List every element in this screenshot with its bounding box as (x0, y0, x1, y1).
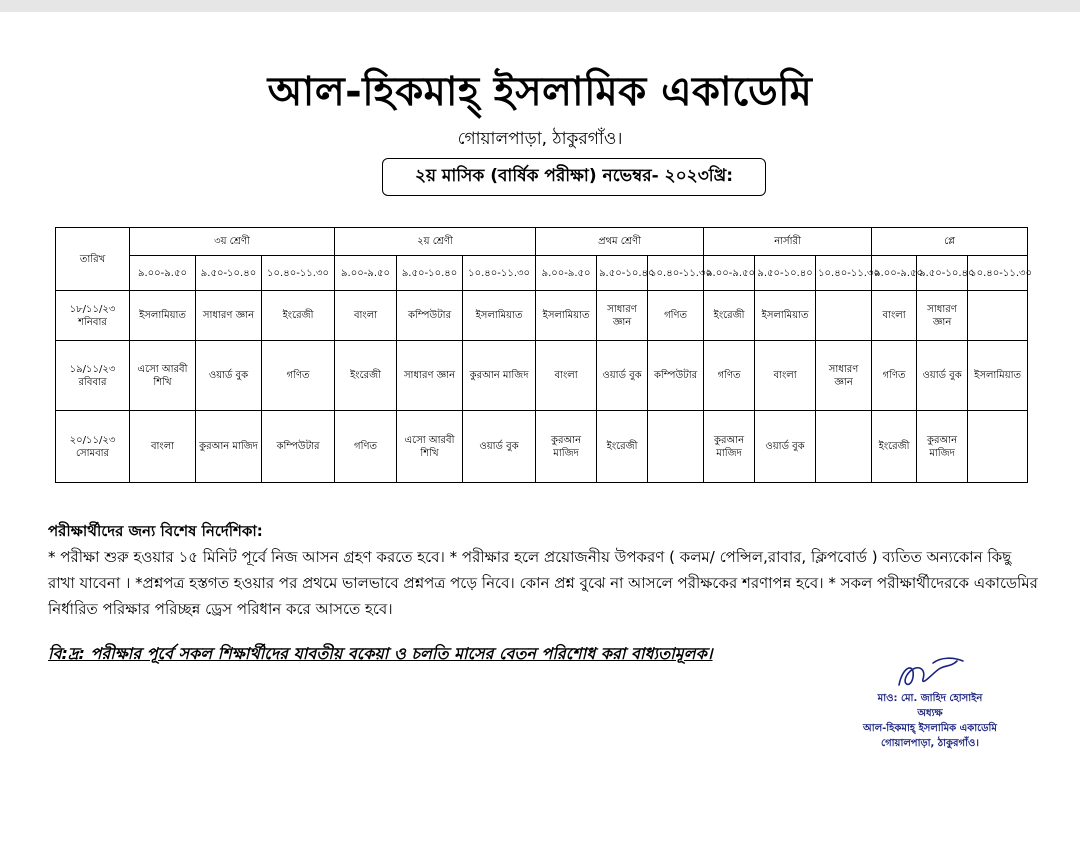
instructions-section (48, 518, 1038, 622)
subject-cell: সাধারণ জ্ঞান (196, 291, 262, 341)
time-slot-cell: ৯.০০-৯.৫০ (872, 256, 917, 291)
subject-cell: বাংলা (536, 341, 597, 411)
table-row (56, 291, 1028, 341)
subject-cell: বাংলা (335, 291, 397, 341)
payment-note: বি:দ্র: পরীক্ষার পূর্বে সকল শিক্ষার্থীদের যাবতীয় বকেয়া ও চলতি মাসের বেতন পরিশোধ করা বাধ্যতামূলক। (48, 644, 713, 663)
subject-cell: বাংলা (755, 341, 816, 411)
subject-cell: ইসলামিয়াত (968, 341, 1028, 411)
exam-day: শনিবার (78, 316, 107, 328)
subject-cell: ইংরেজী (872, 411, 917, 483)
table-row (56, 411, 1028, 483)
date-column-header: তারিখ (56, 228, 130, 291)
exam-day: সোমবার (75, 447, 110, 459)
class-header: ২য় শ্রেণী (335, 228, 536, 256)
institution-title: আল-হিকমাহ্ ইসলামিক একাডেমি (267, 69, 813, 115)
subject-cell: গণিত (704, 341, 755, 411)
subject-cell: ইসলামিয়াত (463, 291, 536, 341)
signatory-institution: আল-হিকমাহ্ ইসলামিক একাডেমি (863, 723, 997, 734)
time-slot-cell: ১০.৪০-১১.৩০ (816, 256, 872, 291)
browser-top-bar (0, 0, 1080, 12)
class-header: প্লে (872, 228, 1028, 256)
subject-cell: গণিত (648, 291, 704, 341)
time-slot-cell: ৯.৫০-১০.৪০ (397, 256, 463, 291)
subject-cell: গণিত (335, 411, 397, 483)
date-cell (56, 291, 130, 341)
date-cell (56, 341, 130, 411)
signature-block (845, 655, 1015, 751)
subject-cell: ইংরেজী (597, 411, 648, 483)
subject-cell: এসো আরবী শিখি (130, 341, 196, 411)
subject-cell: বাংলা (130, 411, 196, 483)
subject-cell: কম্পিউটার (648, 341, 704, 411)
subject-cell: ওয়ার্ড বুক (196, 341, 262, 411)
table-row (56, 341, 1028, 411)
subject-cell: সাধারণ জ্ঞান (816, 341, 872, 411)
subject-cell: এসো আরবী শিখি (397, 411, 463, 483)
time-slot-cell: ৯.৫০-১০.৪০ (755, 256, 816, 291)
institution-address: গোয়ালপাড়া, ঠাকুরগাঁও। (457, 129, 623, 149)
exam-date: ২০/১১/২৩ (69, 434, 116, 446)
subject-cell: কুরআন মাজিদ (704, 411, 755, 483)
subject-cell: সাধারণ জ্ঞান (917, 291, 968, 341)
subject-cell: ওয়ার্ড বুক (917, 341, 968, 411)
exam-date: ১৯/১১/২৩ (69, 363, 116, 375)
exam-date: ১৮/১১/২৩ (69, 303, 116, 315)
subject-cell: গণিত (872, 341, 917, 411)
subject-cell: ইংরেজী (704, 291, 755, 341)
date-cell (56, 411, 130, 483)
exam-routine-table (55, 227, 1033, 483)
subject-cell (968, 291, 1028, 341)
subject-cell: ইসলামিয়াত (130, 291, 196, 341)
exam-day: রবিবার (78, 376, 107, 388)
subject-cell: সাধারণ জ্ঞান (597, 291, 648, 341)
subject-cell (816, 291, 872, 341)
time-slot-cell: ১০.৪০-১১.৩০ (968, 256, 1028, 291)
time-slot-cell: ৯.৫০-১০.৪০ (597, 256, 648, 291)
subject-cell (816, 411, 872, 483)
time-slot-cell: ৯.০০-৯.৫০ (335, 256, 397, 291)
signature-scribble-icon (893, 655, 967, 691)
subject-cell: গণিত (262, 341, 335, 411)
subject-cell: কম্পিউটার (262, 411, 335, 483)
time-slot-cell: ৯.০০-৯.৫০ (130, 256, 196, 291)
signatory-address: গোয়ালপাড়া, ঠাকুরগাঁও। (881, 738, 979, 749)
subject-cell: সাধারণ জ্ঞান (397, 341, 463, 411)
class-header: ৩য় শ্রেণী (130, 228, 335, 256)
instructions-heading: পরীক্ষার্থীদের জন্য বিশেষ নির্দেশিকা: (48, 522, 263, 540)
subject-cell: ইসলামিয়াত (536, 291, 597, 341)
subject-cell: ওয়ার্ড বুক (463, 411, 536, 483)
exam-title: ২য় মাসিক (বার্ষিক পরীক্ষা) নভেম্বর- ২০২৩খ্রি: (414, 166, 734, 186)
subject-cell (968, 411, 1028, 483)
subject-cell (648, 411, 704, 483)
subject-cell: কুরআন মাজিদ (917, 411, 968, 483)
class-header: প্রথম শ্রেণী (536, 228, 704, 256)
time-slot-cell: ৯.৫০-১০.৪০ (917, 256, 968, 291)
time-slot-cell: ১০.৪০-১১.৩০ (463, 256, 536, 291)
time-slot-cell: ৯.০০-৯.৫০ (536, 256, 597, 291)
subject-cell: কুরআন মাজিদ (196, 411, 262, 483)
instructions-body: * পরীক্ষা শুরু হওয়ার ১৫ মিনিট পূর্বে নিজ আসন গ্রহণ করতে হবে। * পরীক্ষার হলে প্রয়োজনীয় উপকরণ ( কলম/ পেন্সিল,রাবার, ক্লিপবোর্ড ) ব্যতিত অন্যকোন কিছু রাখা যাবেনা । *প্রশ্নপত্র হস্তগত হওয়ার পর প্রথমে ভালভাবে প্রশ্নপত্র পড়ে নিবে। কোন প্রশ্ন বুঝে না আসলে পরীক্ষকের শরণাপন্ন হবে। * সকল পরীক্ষার্থীদেরকে একাডেমির নির্ধারিত পরিক্ষার পরিচ্ছন্ন ড্রেস পরিধান করে আসতে হবে। (48, 548, 1038, 618)
subject-cell: ইসলামিয়াত (755, 291, 816, 341)
time-slot-cell: ৯.৫০-১০.৪০ (196, 256, 262, 291)
time-slot-cell: ৯.০০-৯.৫০ (704, 256, 755, 291)
time-slot-cell: ১০.৪০-১১.৩০ (262, 256, 335, 291)
subject-cell: কুরআন মাজিদ (536, 411, 597, 483)
time-slot-cell: ১০.৪০-১১.৩০ (648, 256, 704, 291)
subject-cell: বাংলা (872, 291, 917, 341)
subject-cell: ওয়ার্ড বুক (755, 411, 816, 483)
class-header: নার্সারী (704, 228, 872, 256)
signatory-name: মাও: মো. জাহিদ হোসাইন (877, 693, 983, 704)
subject-cell: কম্পিউটার (397, 291, 463, 341)
exam-title-box (382, 158, 766, 196)
subject-cell: ইংরেজী (335, 341, 397, 411)
subject-cell: ইংরেজী (262, 291, 335, 341)
signatory-designation: অধ্যক্ষ (917, 708, 943, 719)
subject-cell: কুরআন মাজিদ (463, 341, 536, 411)
subject-cell: ওয়ার্ড বুক (597, 341, 648, 411)
